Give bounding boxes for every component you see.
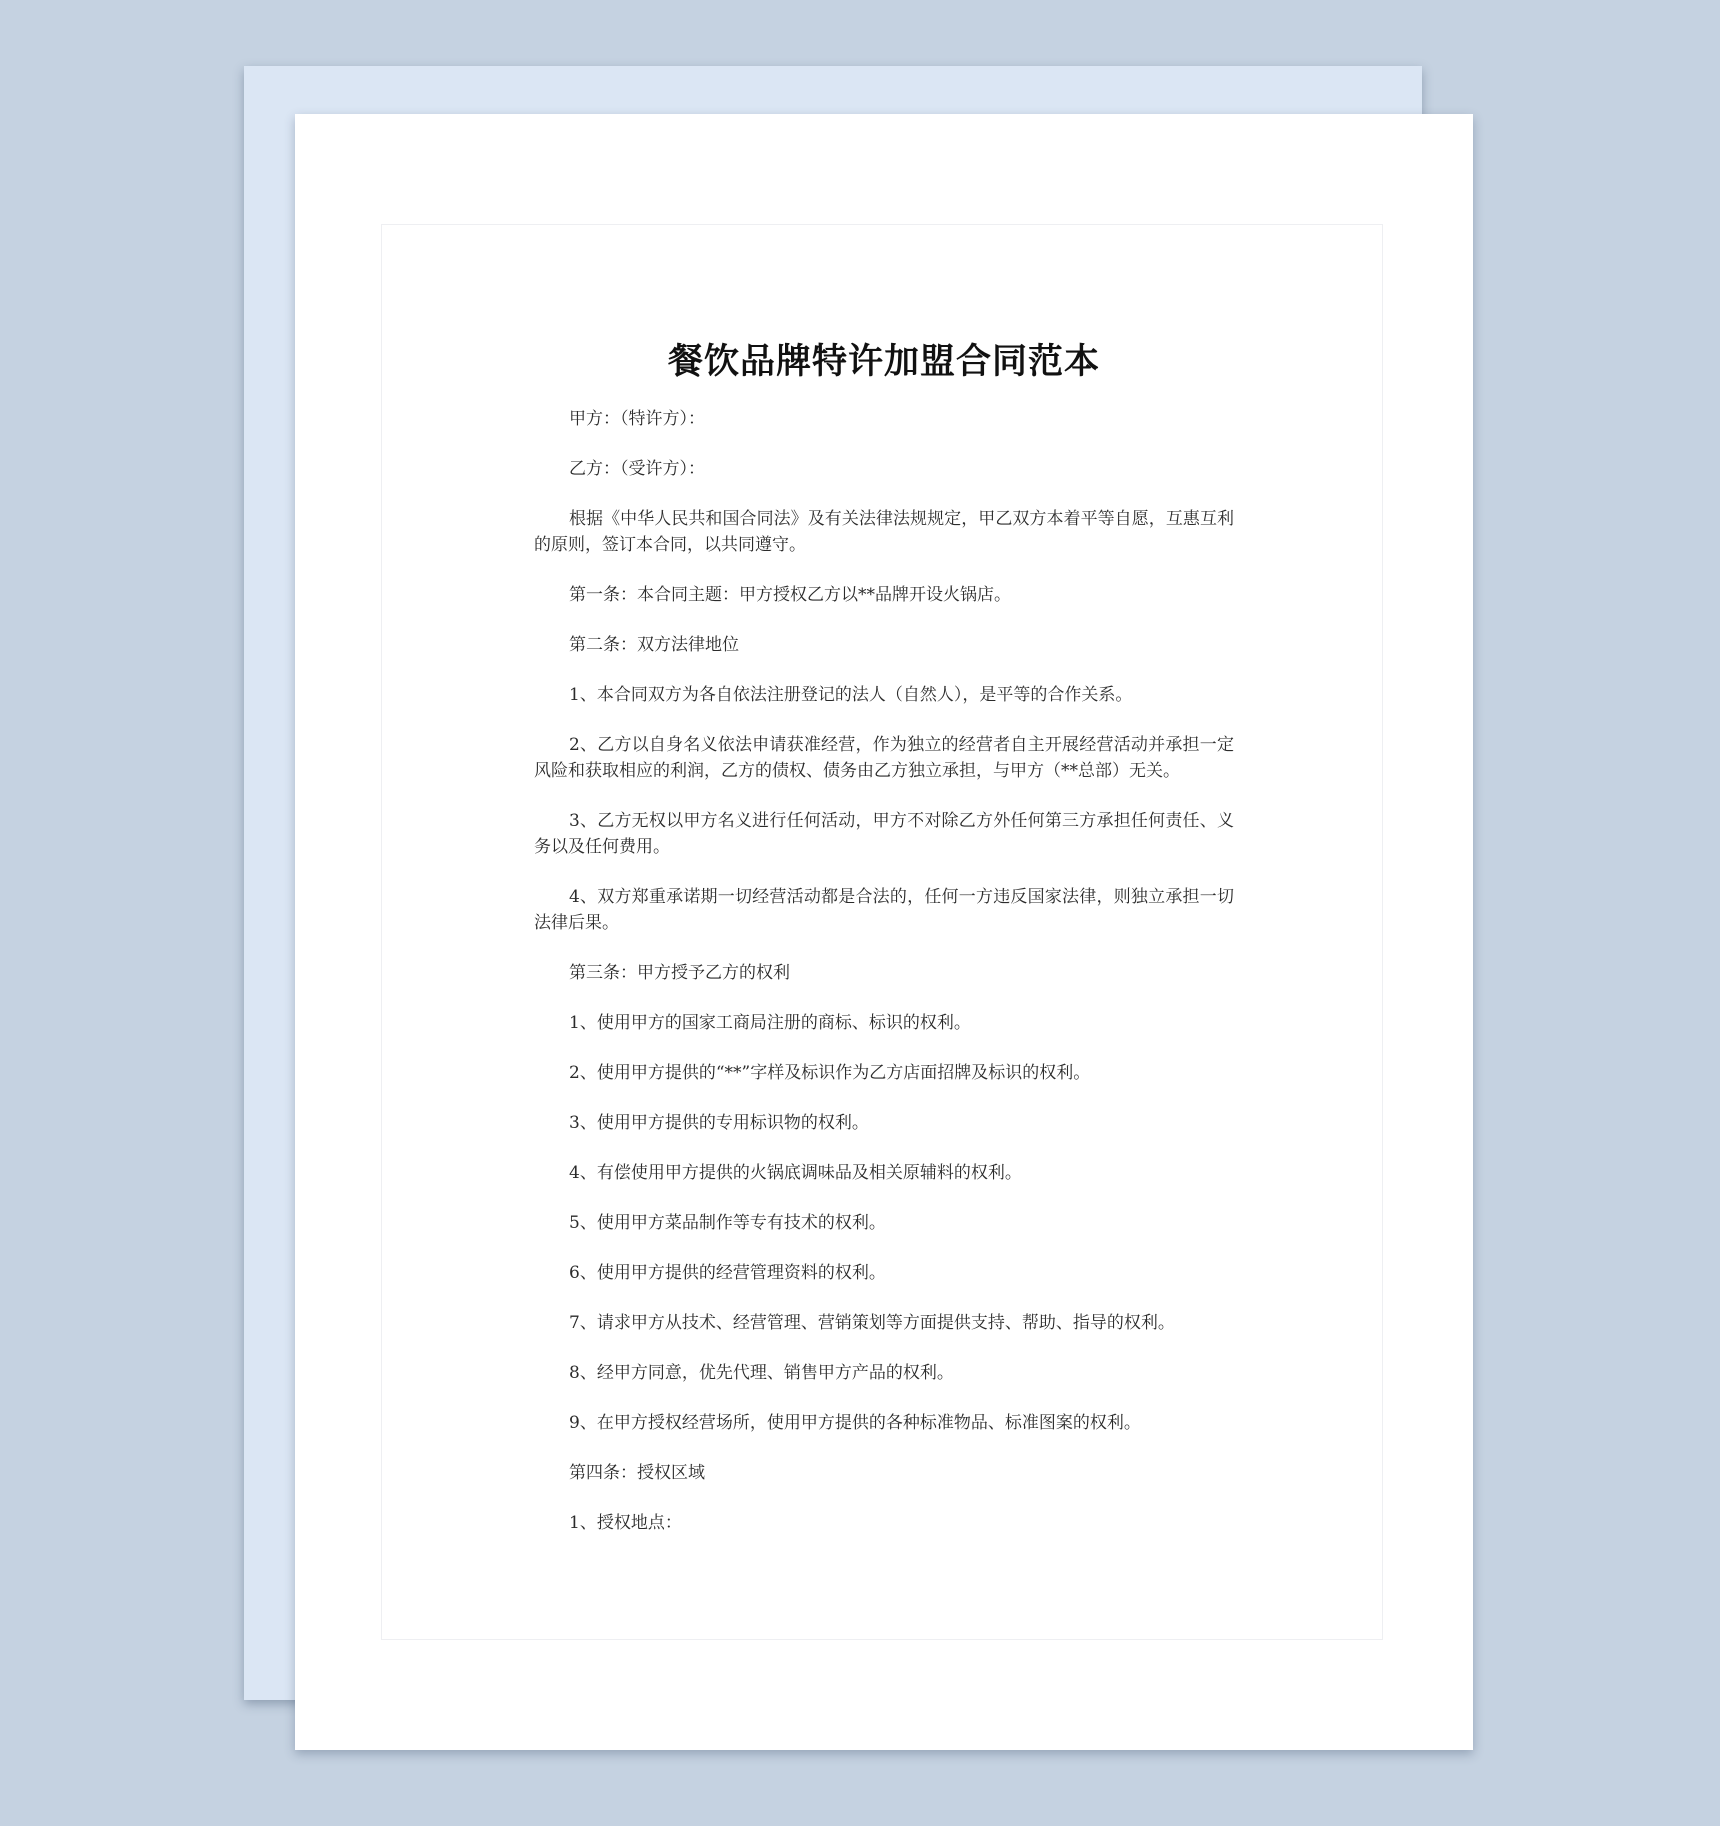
party-b-line: 乙方：（受许方）： [569, 459, 705, 479]
article-2-heading: 第二条：双方法律地位 [569, 635, 739, 655]
article-3-clause-8: 8、经甲方同意，优先代理、销售甲方产品的权利。 [569, 1363, 954, 1383]
article-2-clause-1: 1、本合同双方为各自依法注册登记的法人（自然人），是平等的合作关系。 [569, 685, 1133, 705]
article-2-clause-2: 2、乙方以自身名义依法申请获准经营，作为独立的经营者自主开展经营活动并承担一定风险和获取相应的利润，乙方的债权、债务由乙方独立承担，与甲方（**总部）无关。 [534, 735, 1234, 781]
article-1: 第一条：本合同主题：甲方授权乙方以**品牌开设火锅店。 [569, 585, 1011, 605]
article-3-clause-9: 9、在甲方授权经营场所，使用甲方提供的各种标准物品、标准图案的权利。 [569, 1413, 1141, 1433]
article-4-clause-1: 1、授权地点： [569, 1513, 682, 1533]
article-3-clause-5: 5、使用甲方菜品制作等专有技术的权利。 [569, 1213, 886, 1233]
document-title: 餐饮品牌特许加盟合同范本 [667, 341, 1100, 382]
article-4-heading: 第四条：授权区域 [569, 1463, 705, 1483]
article-3-heading: 第三条：甲方授予乙方的权利 [569, 963, 790, 983]
article-2-clause-3: 3、乙方无权以甲方名义进行任何活动，甲方不对除乙方外任何第三方承担任何责任、义务以及任何费用。 [534, 811, 1234, 857]
article-3-clause-4: 4、有偿使用甲方提供的火锅底调味品及相关原辅料的权利。 [569, 1163, 1022, 1183]
article-3-clause-2: 2、使用甲方提供的“**”字样及标识作为乙方店面招牌及标识的权利。 [569, 1063, 1091, 1083]
article-3-clause-6: 6、使用甲方提供的经营管理资料的权利。 [569, 1263, 886, 1283]
article-2-clause-4: 4、双方郑重承诺期一切经营活动都是合法的，任何一方违反国家法律，则独立承担一切法律后果。 [534, 887, 1234, 933]
preamble-paragraph: 根据《中华人民共和国合同法》及有关法律法规规定，甲乙双方本着平等自愿，互惠互利的原则，签订本合同，以共同遵守。 [534, 509, 1234, 555]
party-a-line: 甲方：（特许方）： [569, 409, 705, 429]
document-page [295, 114, 1473, 1750]
article-3-clause-1: 1、使用甲方的国家工商局注册的商标、标识的权利。 [569, 1013, 971, 1033]
article-3-clause-3: 3、使用甲方提供的专用标识物的权利。 [569, 1113, 869, 1133]
document-body [534, 338, 1234, 1560]
article-3-clause-7: 7、请求甲方从技术、经营管理、营销策划等方面提供支持、帮助、指导的权利。 [569, 1313, 1175, 1333]
